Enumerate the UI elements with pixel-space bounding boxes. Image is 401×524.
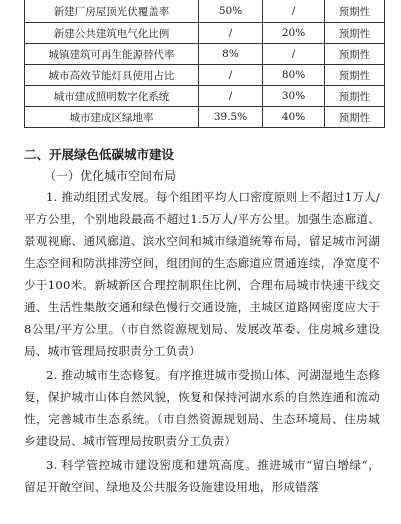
indicator-name: 城市建成区绿地率 xyxy=(25,107,199,128)
indicator-value-2025: / xyxy=(199,23,263,44)
indicator-value-2025: 8% xyxy=(199,44,263,65)
indicator-value-2030: 40% xyxy=(263,107,325,128)
table-row xyxy=(25,86,385,107)
subsection-heading: （一）优化城市空间布局 xyxy=(44,169,177,183)
indicator-table xyxy=(24,0,385,128)
indicator-type: 预期性 xyxy=(325,86,385,107)
indicator-type: 预期性 xyxy=(325,65,385,86)
indicator-name: 城镇建筑可再生能源替代率 xyxy=(25,44,199,65)
indicator-name: 城市高效节能灯具使用占比 xyxy=(25,65,199,86)
indicator-type: 预期性 xyxy=(325,44,385,65)
paragraph: 1. 推动组团式发展。每个组团平均人口密度原则上不超过1万人/平方公里，个别地段最高不超过1.5万人/平方公里。加强生态廊道、景观视廊、通风廊道、滨水空间和城市绿道统筹布局，留足城市河湖生态空间和防洪排涝空间，组团间的生态廊道应贯通连续，净宽度不少于100米。新城新区合理控制职住比例，合理布局城市快速干线交通、生活性集散交通和绿色慢行交通设施，主城区道路网密度应大于8公里/平方公里。（市自然资源规划局、发展改革委、住房城乡建设局、城市管理局按职责分工负责） xyxy=(24,190,380,358)
indicator-value-2030: 80% xyxy=(263,65,325,86)
paragraph: 3. 科学管控城市建设密度和建筑高度。推进城市“留白增绿”，留足开敞空间、绿地及公共服务设施建设用地，形成错落 xyxy=(24,458,380,494)
indicator-value-2030: 20% xyxy=(263,23,325,44)
table-row xyxy=(25,44,385,65)
document-body xyxy=(24,145,380,498)
paragraph: 2. 推动城市生态修复。有序推进城市受损山体、河湖湿地生态修复，保护城市山体自然风貌，恢复和保持河湖水系的自然连通和流动性，完善城市生态系统。（市自然资源规划局、生态环境局、住房城乡建设局、城市管理局按职责分工负责） xyxy=(24,368,380,448)
table-row xyxy=(25,65,385,86)
indicator-value-2030: / xyxy=(263,44,325,65)
indicator-type: 预期性 xyxy=(325,0,385,23)
indicator-value-2025: 39.5% xyxy=(199,107,263,128)
indicator-type: 预期性 xyxy=(325,107,385,128)
indicator-type: 预期性 xyxy=(325,23,385,44)
indicator-value-2025: / xyxy=(199,86,263,107)
section-heading: 二、开展绿色低碳城市建设 xyxy=(24,147,175,162)
indicator-value-2030: 30% xyxy=(263,86,325,107)
indicator-name: 城市建成照明数字化系统 xyxy=(25,86,199,107)
table-row xyxy=(25,0,385,23)
indicator-value-2025: / xyxy=(199,65,263,86)
table-row xyxy=(25,107,385,128)
indicator-name: 新建厂房屋顶光伏覆盖率 xyxy=(25,0,199,23)
indicator-value-2025: 50% xyxy=(199,0,263,23)
indicator-value-2030: / xyxy=(263,0,325,23)
table-row xyxy=(25,23,385,44)
indicator-name: 新建公共建筑电气化比例 xyxy=(25,23,199,44)
